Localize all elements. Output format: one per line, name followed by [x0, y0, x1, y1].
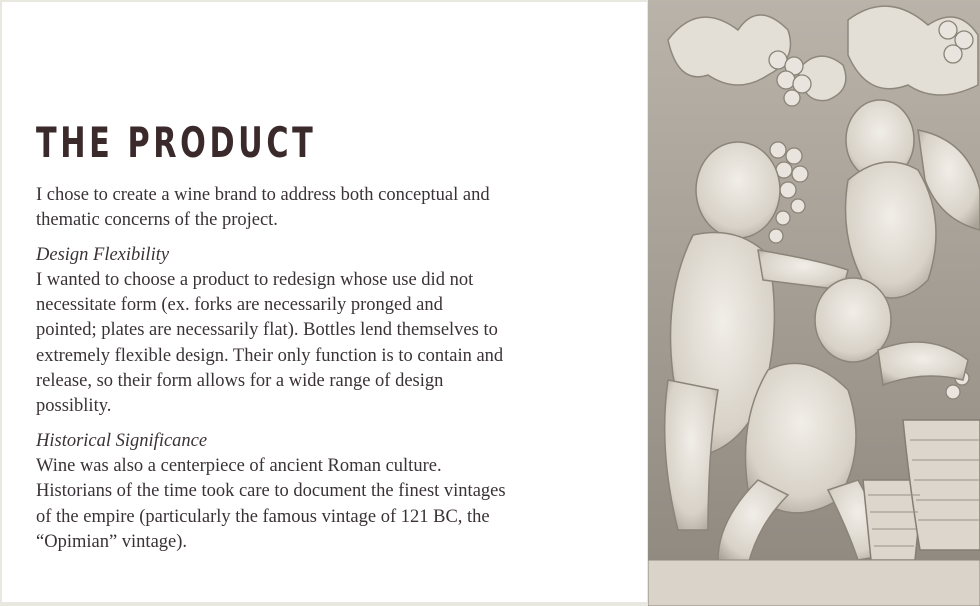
section-heading: Design Flexibility [36, 244, 170, 265]
marble-relief-image [648, 0, 980, 606]
section-paragraph: Wine was also a centerpiece of ancient Roman culture. Historians of the time took care to document the finest vintages of the empire (particularly the famous vintage of 121 BC, the “Opimian” vintage). [36, 455, 506, 552]
section-heading: Historical Significance [36, 430, 208, 451]
section-paragraph: I wanted to choose a product to redesign whose use did not necessitate form (ex. forks are necessarily pronged and pointed; plates are necessarily flat). Bottles lend themselves to extremely flexible design. Their only function is to contain and release, so their form allows for a wide range of design possiblity. [36, 269, 504, 417]
body-text [36, 183, 506, 564]
text-panel [2, 2, 647, 602]
section-historical-significance [36, 429, 506, 555]
section-design-flexibility [36, 243, 506, 420]
marble-relief-illustration [648, 0, 980, 606]
page-title: THE PRODUCT [36, 118, 317, 167]
intro-paragraph: I chose to create a wine brand to address both conceptual and thematic concerns of the project. [36, 185, 490, 231]
